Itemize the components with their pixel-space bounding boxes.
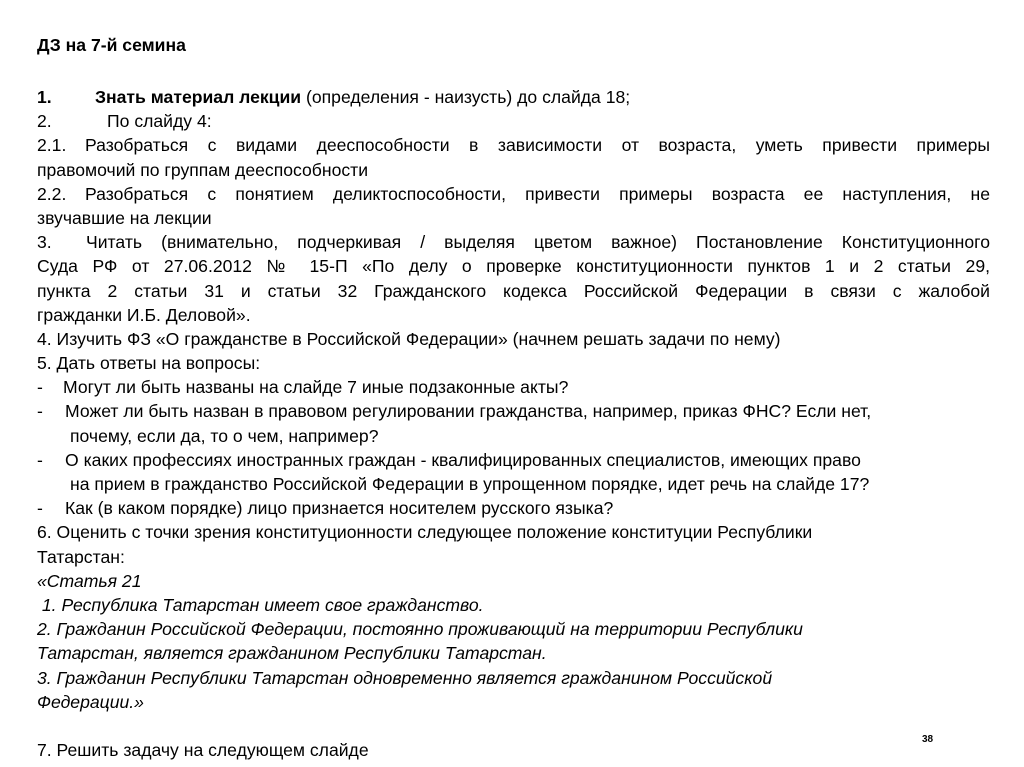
item-3 <box>37 230 990 254</box>
quote-line-1: «Статья 21 <box>37 570 142 591</box>
spacer <box>37 714 990 738</box>
question-3-line-2: на прием в гражданство Российской Федерации в упрощенном порядке, идет речь на слайде 17? <box>70 474 870 494</box>
item-1-number: 1. <box>37 87 52 107</box>
question-4 <box>37 496 990 520</box>
quote-line-2: 1. Республика Татарстан имеет свое гражданство. <box>37 594 484 615</box>
question-3-text: О каких профессиях иностранных граждан - квалифицированных специалистов, имеющих право <box>65 449 861 470</box>
slide-body <box>37 85 990 762</box>
item-2-text: По слайду 4: <box>107 111 212 132</box>
item-2-1-line-1 <box>85 133 990 157</box>
question-2-text: Может ли быть назван в правовом регулировании гражданства, например, приказ ФНС? Если нет, <box>65 401 872 422</box>
item-3-line-2: Суда РФ от 27.06.2012 № 15-П «По делу о проверке конституционности пунктов 1 и 2 статьи 29, <box>37 256 990 277</box>
question-2 <box>37 399 990 423</box>
item-3-text: Читать (внимательно, подчеркивая / выделяя цветом важное) Постановление Конституционного <box>86 232 990 253</box>
question-2-dash: - <box>37 401 43 422</box>
quote-line-4: Татарстан, является гражданином Республики Татарстан. <box>37 643 547 664</box>
item-2-1-number: 2.1. <box>37 135 67 156</box>
question-1-text: Могут ли быть названы на слайде 7 иные подзаконные акты? <box>63 377 569 398</box>
item-2-1-text: Разобраться с видами дееспособности в зависимости от возраста, уметь привести примеры <box>85 135 990 156</box>
item-2-1-line-2: правомочий по группам дееспособности <box>37 159 369 180</box>
page-number: 38 <box>922 734 934 745</box>
item-1-text: (определения - наизусть) до слайда 18; <box>301 87 631 107</box>
item-7: 7. Решить задачу на следующем слайде <box>37 740 369 761</box>
item-2-2-number: 2.2. <box>37 183 67 204</box>
item-2-2-text: Разобраться с понятием деликтоспособности, привести примеры возраста ее наступления, не <box>85 183 990 204</box>
question-3-dash: - <box>37 449 43 470</box>
slide-title: ДЗ на 7-й семина <box>37 35 186 55</box>
item-1 <box>37 85 990 109</box>
question-1-dash: - <box>37 377 43 398</box>
item-2-1 <box>37 133 990 157</box>
quote-line-5: 3. Гражданин Республики Татарстан одновременно является гражданином Российской <box>37 667 773 688</box>
quote-line-3: 2. Гражданин Российской Федерации, постоянно проживающий на территории Республики <box>37 619 803 640</box>
item-2-2 <box>37 182 990 206</box>
item-6-line-2: Татарстан: <box>37 546 125 567</box>
item-3-line-4: гражданки И.Б. Деловой». <box>37 304 251 325</box>
question-4-dash: - <box>37 498 43 519</box>
item-3-line-3: пункта 2 статьи 31 и статьи 32 Гражданского кодекса Российской Федерации в связи с жалобой <box>37 280 990 301</box>
item-1-bold-text: Знать материал лекции <box>95 87 302 107</box>
item-4: 4. Изучить ФЗ «О гражданстве в Российской Федерации» (начнем решать задачи по нему) <box>37 328 781 349</box>
item-5: 5. Дать ответы на вопросы: <box>37 353 261 374</box>
question-3 <box>37 448 990 472</box>
question-1 <box>37 375 990 399</box>
item-6: 6. Оценить с точки зрения конституционности следующее положение конституции Республики <box>37 522 813 543</box>
question-4-text: Как (в каком порядке) лицо признается носителем русского языка? <box>65 498 614 519</box>
item-2 <box>37 109 990 133</box>
item-2-number: 2. <box>37 111 52 132</box>
quote-line-6: Федерации.» <box>37 691 144 712</box>
item-2-2-line-2: звучавшие на лекции <box>37 207 212 228</box>
item-3-number: 3. <box>37 232 52 253</box>
question-2-line-2: почему, если да, то о чем, например? <box>70 425 379 446</box>
